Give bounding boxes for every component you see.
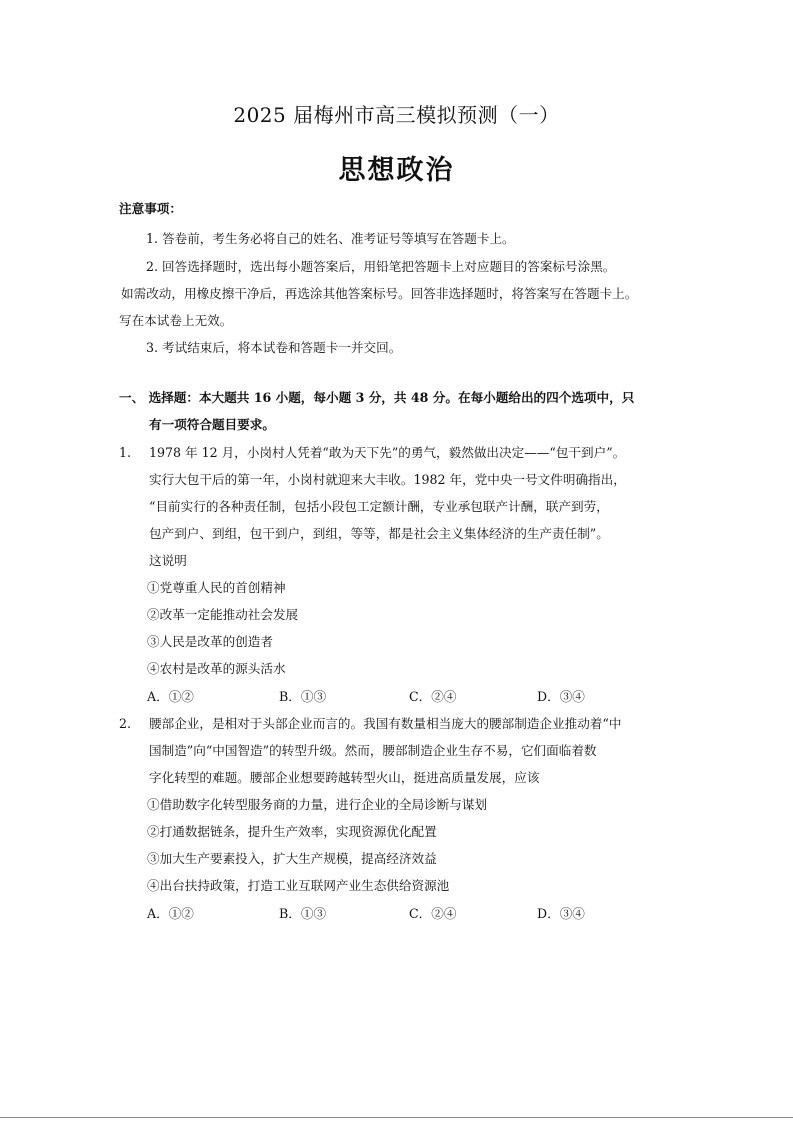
statement: ③加大生产要素投入，扩大生产规模，提高经济效益	[147, 851, 437, 866]
question-number: 2.	[119, 716, 132, 731]
question-stem-line: “目前实行的各种责任制，包括小段包工定额计酬，专业承包联产计酬，联产到劳，	[149, 499, 609, 514]
statement: ①党尊重人民的首创精神	[147, 580, 286, 595]
option-d: D．③④	[537, 906, 585, 921]
notice-item-2-line-3: 写在本试卷上无效。	[119, 313, 233, 328]
option-d: D．③④	[537, 689, 585, 704]
question-stem-line: 包产到户、到组，包干到户，到组，等等，都是社会主义集体经济的生产责任制”。	[149, 526, 609, 541]
option-c: C．②④	[409, 906, 457, 921]
statement: ②改革一定能推动社会发展	[147, 607, 299, 622]
question-stem-line: 腰部企业，是相对于头部企业而言的。我国有数量相当庞大的腰部制造企业推动着“中	[149, 716, 622, 731]
notice-item-1: 1. 答卷前，考生务必将自己的姓名、准考证号等填写在答题卡上。	[146, 231, 515, 246]
statement: ④出台扶持政策，打造工业互联网产业生态供给资源池	[147, 878, 450, 893]
question-stem-line: 实行大包干后的第一年，小岗村就迎来大丰收。1982 年，党中央一号文件明确指出，	[149, 472, 626, 487]
option-a: A．①②	[147, 689, 194, 704]
statement: ①借助数字化转型服务商的力量，进行企业的全局诊断与谋划	[147, 797, 488, 812]
statement: ③人民是改革的创造者	[147, 634, 273, 649]
notice-heading: 注意事项：	[119, 201, 182, 216]
question-stem-line: 1978 年 12 月，小岗村人凭着“敢为天下先”的勇气，毅然做出决定——“包干到户”。	[149, 445, 626, 460]
option-b: B．①③	[279, 689, 327, 704]
section-heading-line-2: 有一项符合题目要求。	[149, 417, 275, 432]
notice-item-2-line-2: 如需改动，用橡皮擦干净后，再选涂其他答案标号。回答非选择题时，将答案写在答题卡上。	[121, 286, 638, 301]
notice-item-2-line-1: 2. 回答选择题时，选出每小题答案后，用铅笔把答题卡上对应题目的答案标号涂黑。	[146, 259, 616, 274]
section-heading-line-1: 一、 选择题：本大题共 16 小题，每小题 3 分，共 48 分。在每小题给出的四个选项中，只	[119, 390, 635, 405]
exam-title: 2025 届梅州市高三模拟预测（一）	[233, 103, 560, 127]
question-stem-line: 这说明	[149, 553, 187, 568]
question-stem-line: 国制造”向“中国智造”的转型升级。然而，腰部制造企业生存不易，它们面临着数	[149, 743, 597, 758]
statement: ②打通数据链条，提升生产效率，实现资源优化配置	[147, 824, 437, 839]
statement: ④农村是改革的源头活水	[147, 661, 286, 676]
page-bottom-divider	[0, 1117, 793, 1118]
option-a: A．①②	[147, 906, 194, 921]
question-number: 1.	[119, 445, 132, 460]
option-b: B．①③	[279, 906, 327, 921]
notice-item-3: 3. 考试结束后，将本试卷和答题卡一并交回。	[146, 340, 402, 355]
subject-title: 思想政治	[338, 155, 455, 186]
question-stem-line: 字化转型的难题。腰部企业想要跨越转型火山，挺进高质量发展，应该	[149, 770, 540, 785]
option-c: C．②④	[409, 689, 457, 704]
